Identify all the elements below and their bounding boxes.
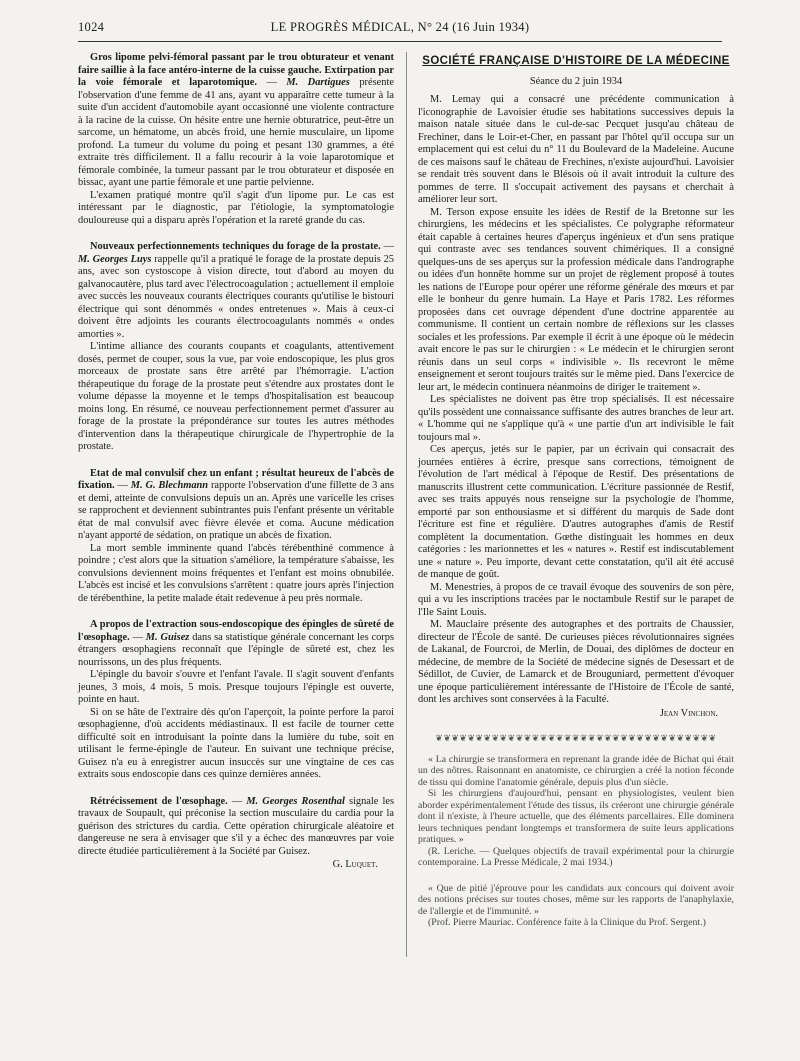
quote-text: Si les chirurgiens d'aujourd'hui, pensant en physiologistes, veulent bien aborder expérimentalement l'étude des tissus, ils créeront une chirurgie générale dont il n'existe, à l'heure actuelle, que des éléments parcellaires. Elle dominera leurs techniques pendant longtemps et transformera de suite leurs applications pratiques. » xyxy=(418,788,734,845)
left-column xyxy=(78,52,394,886)
article-retrecissement: Rétrécissement de l'œsophage. — M. Georges Rosenthal signale les travaux de Soupault, qui préconise la section musculaire du cardia pour la guérison des strictures du cardia. Cette opération chirurgicale aléatoire et dangereuse ne sera à envisager que s'il y a échec des manœuvres par voie directe étudiée particulièrement à la Société par Guisez. G. Luquet. xyxy=(78,795,394,870)
quote-text: « La chirurgie se transformera en reprenant la grande idée de Bichat qui était un des nôtres. Raisonnant en anatomiste, ce chirurgien a créé la notion féconde de tissu qui domine l'anatomie générale, depuis plus d'un siècle. xyxy=(418,753,734,788)
quote-mauriac xyxy=(418,883,734,929)
article-text: Si on se hâte de l'extraire dès qu'on l'aperçoit, la pointe perfore la paroi œsophagienne, d'où accidents médiastinaux. Il est facile de tourner cette difficulté soit en introduisant la pointe dans la lumière du tube, soit en utilisant le ferme-épingle de l'auteur. En suivant une technique précise, Guisez n'a eu à enregistrer aucun insuccès sur une vingtaine de ces cas extraits sous endoscopie dans ces quinze dernières années. xyxy=(78,706,394,780)
article-text: L'épingle du bavoir s'ouvre et l'enfant l'avale. Il s'agit souvent d'enfants jeunes, 3 mois, 4 mois, 5 mois. Presque toujours l'épingle est ouverte, pointe en haut. xyxy=(78,669,394,705)
article-title: A propos de l'extraction sous-endoscopique des épingles de sûreté de l'œsophage. xyxy=(78,619,394,643)
header-rule xyxy=(78,41,722,42)
seance-date: Séance du 2 juin 1934 xyxy=(529,75,623,87)
article-title: Etat de mal convulsif chez un enfant ; résultat heureux de l'abcès de fixation. xyxy=(78,467,394,491)
article-text: rapporte l'observation d'une fillette de 3 ans et demi, atteinte de convulsions depuis un an. Après une varicelle les crises se rapprochent et deviennent subintrantes puis l'enfant présente un véritable état de mal convulsif avec fièvre élevée et coma. Aucune médication n'ayant apporté de sédation, on pratique un abcès de fixation. xyxy=(78,480,394,541)
article-title: Rétrécissement de l'œsophage. xyxy=(90,795,228,807)
quote-source: (Prof. Pierre Mauriac. Conférence faite à la Clinique du Prof. Sergent.) xyxy=(428,917,706,928)
report-paragraph: M. Lemay qui a consacré une précédente communication à l'iconographie de Lavoisier étudie ses habitations successives depuis la maison natale située dans le cul-de-sac Pecquet jusqu'au château de Frechiner, dans le Loir-et-Cher, en passant par l'hôtel qu'il occupa sur un emplacement qui est celui du n° 11 du Boulevard de la Madeleine. Aucune de ces maisons sauf le château de Frechines, n'existe aujourd'hui. Lavoisier se rendait très souvent dans le Blésois où il avait introduit la culture des pommes de terre. Il s'occupait activement des paysans et cherchait à améliorer leur sort. xyxy=(418,94,734,205)
article-title: Gros lipome pelvi-fémoral passant par le trou obturateur et venant faire saillie à la face antéro-interne de la cuisse gauche. Extirpation par la voie fémorale et laparotomique. xyxy=(78,52,394,88)
column-divider xyxy=(406,52,407,957)
article-author: M. Georges Luys xyxy=(78,253,152,265)
article-text: rappelle qu'il a pratiqué le forage de la prostate depuis 25 ans, avec son cystoscope à vision directe, tout d'abord au moyen du galvanocautère, plus tard avec l'électrocoagulation ; actuellement il emploie avec succès les nouveaux courants électriques courants qu'utilise le bistouri électrique qui sont dénommés « ondes entretenues ». Mais à ceux-ci doivent être adjoints les courants électrocoagulants nommés « ondes amorties ». xyxy=(78,253,394,340)
article-text: L'intime alliance des courants coupants et coagulants, attentivement dosés, permet de couper, sous la vue, par voie endoscopique, les plus gros morceaux de prostate sans être arrêté par l'hémorragie. L'action thérapeutique du forage de la prostate peut s'étendre aux prostates dont le volume dépasse la moyenne et le temps d'hospitalisation est beaucoup moins long. En résumé, ce nouveau perfectionnement permet d'assurer au forage de la prostate la prépondérance sur toutes les autres méthodes d'intervention dans la thérapeutique chirurgicale de l'hypertrophie de la prostate. xyxy=(78,341,394,452)
article-lipome: Gros lipome pelvi-fémoral passant par le trou obturateur et venant faire saillie à la face antéro-interne de la cuisse gauche. Extirpation par la voie fémorale et laparotomique. — M. Dartigues présente l'observation d'une femme de 41 ans, ayant vu apparaître cette tumeur à la suite d'un accident d'automobile ayant occasionné une violente contracture à la racine de la cuisse. On hésite entre une hernie obturatrice, peut-être un sarcome, un hématome, un abcès froid, une hernie musculaire, un lipome profond. La tumeur du volume du poing et pesant 130 grammes, a été extraite très difficilement. Il a fallu recourir à la voie laparotomique et fémorale combinée, la tumeur passant par le trou obturateur et disposée en bissac, ayant une partie fémorale et une partie pelvienne. L'examen pratiqué montre qu'il s'agit d'un lipome pur. Le cas est intéressant par le diagnostic, par l'étiologie, la symptomatologie douloureuse qui a disparu après l'opération et la rareté grande du cas. xyxy=(78,52,394,226)
page-header xyxy=(78,20,722,40)
page-number: 1024 xyxy=(78,20,105,34)
article-convulsif: Etat de mal convulsif chez un enfant ; résultat heureux de l'abcès de fixation. — M. G. Blechmann rapporte l'observation d'une fillette de 3 ans et demi, atteinte de convulsions depuis un an. Après une varicelle les crises se rapprochent et deviennent subintrantes puis l'enfant présente un véritable état de mal convulsif avec fièvre élevée et coma. Aucune médication n'ayant apporté de sédation, on pratique un abcès de fixation. La mort semble imminente quand l'abcès térébenthiné commence à poindre ; c'est alors que la situation s'améliore, la température s'abaisse, les convulsions deviennent moins fréquentes et l'enfant est moins obnubilée. L'abcès est incisé et les convulsions s'arrêtent : quatre jours après l'injection de térébenthine, la petite malade était redevenue à peu près normale. xyxy=(78,467,394,604)
article-text: L'examen pratiqué montre qu'il s'agit d'un lipome pur. Le cas est intéressant par le diagnostic, par l'étiologie, la symptomatologie douloureuse qui a disparu après l'opération et la rareté grande du cas. xyxy=(78,189,394,226)
report-signature: Jean Vinchon. xyxy=(659,707,718,719)
article-author: M. Georges Rosenthal xyxy=(246,795,345,807)
quote-text: « Que de pitié j'éprouve pour les candidats aux concours qui doivent avoir des notions précises sur toutes choses, même sur les rapports de l'anaphylaxie, de l'allergie et de l'immunité. » xyxy=(418,882,734,917)
article-text: présente l'observation d'une femme de 41 ans, ayant vu apparaître cette tumeur à la suite d'un accident d'automobile ayant occasionné une violente contracture à la racine de la cuisse. On hésite entre une hernie obturatrice, peut-être un sarcome, un hématome, un abcès froid, une hernie musculaire, un lipome profond. La tumeur du volume du poing et pesant 130 grammes, a été extraite très difficilement. Il a fallu recourir à la voie laparotomique et fémorale combinée, la tumeur passant par le trou obturateur et disposée en bissac, ayant une partie fémorale et une partie pelvienne. xyxy=(78,77,394,188)
article-text: dans sa statistique générale concernant les corps étrangers œsophagiens reconnaît que l'épingle de sûreté est, chez les nourrissons, un des plus fréquents. xyxy=(78,631,394,668)
report-paragraph: Ces aperçus, jetés sur le papier, par un écrivain qui consacrait des journées entières à écrire, presque sans corrections, témoignent de l'évolution de l'art médical à l'époque de Restif. Des présentations de manuscrits illustrent cette communication. L'écriture passionnée de Restif, avec ses traits appuyés nous renseigne sur la psychologie de l'homme, emporté par son enthousiasme et si différent du marquis de Sade dont l'écriture est fine et régulière. D'autres autographes d'amis de Restif complètent la documentation. Gœthe distinguait les hommes en deux catégories : les marionnettes et les « natures ». Restif est indiscutablement une « nature ». Peu importe, devant cette constatation, qu'il ait été accusé de manque de goût. xyxy=(418,444,734,580)
article-signature: G. Luquet. xyxy=(332,859,378,870)
article-prostate: Nouveaux perfectionnements techniques du forage de la prostate. — M. Georges Luys rappelle qu'il a pratiqué le forage de la prostate depuis 25 ans, avec son cystoscope à vision directe, tout d'abord au moyen du galvanocautère, plus tard avec l'électrocoagulation ; actuellement il emploie avec succès les nouveaux courants électriques courants qu'utilise le bistouri électrique qui sont dénommés « ondes entretenues ». Mais à ceux-ci doivent être adjoints les courants électrocoagulants nommés « ondes amorties ». L'intime alliance des courants coupants et coagulants, attentivement dosés, permet de couper, sous la vue, par voie endoscopique, les plus gros morceaux de prostate sans être arrêté par l'hémorragie. L'action thérapeutique du forage de la prostate peut s'étendre aux prostates dont le volume dépasse la moyenne et le temps d'hospitalisation est beaucoup moins long. En résumé, ce nouveau perfectionnement permet d'assurer au forage de la prostate la prépondérance sur toutes les autres méthodes d'intervention dans la thérapeutique chirurgicale de l'hypertrophie de la prostate. xyxy=(78,241,394,452)
journal-title: LE PROGRÈS MÉDICAL, N° 24 (16 Juin 1934) xyxy=(270,20,530,34)
report-paragraph: M. Menestries, à propos de ce travail évoque des souvenirs de son père, qui a vu les inscriptions tracées par le noctambule Restif sur le parapet de l'Ile Saint Louis. xyxy=(418,581,734,618)
report-paragraph: M. Terson expose ensuite les idées de Restif de la Bretonne sur les chirurgiens, les médecins et les spécialistes. Ce polygraphe réformateur était capable à certaines heures d'aperçus ingénieux et d'un sens pratique qui contraste avec ses tendances souvent chimériques. Il a consigné quelques-uns de ses aperçus sur la profession médicale dans l'andrographe ou idées d'un honnête homme sur un projet de règlement proposé à toutes les nations de l'Europe pour opérer une réforme générale des mœurs et par elle le bonheur du genre humain. La Haye et Paris 1782. Les réformes proposées dans cet ouvrage dépendent d'une doctrine apparentée au communisme. Il contient un certain nombre de réflexions sur les classes sociales et les professions. Par exemple il écrit à une époque où le médecin avait encore le pas sur le chirurgien : « Le médecin et le chirurgien seront réunis dans un seul corps « indivisible ». Ils recevront le même enseignement et seront toujours traités sur le même pied. Dans l'exercice de leur art, le médecin continuera néanmoins de diriger le traitement ». xyxy=(418,206,734,393)
article-text: signale les travaux de Soupault, qui préconise la section musculaire du cardia pour la guérison des strictures du cardia. Cette opération chirurgicale aléatoire et dangereuse ne sera à envisager que s'il y a échec des manœuvres par voie directe étudiée particulièrement à la Société par Guisez. xyxy=(78,795,394,857)
report-paragraph: M. Mauclaire présente des autographes et des portraits de Chaussier, directeur de l'École de santé. De curieuses pièces révolutionnaires signées de Lakanal, de Fourcroi, de Merlin, de Douai, des diplômes de docteur en médecine, de membre de la Société de médecine signés de Desessart et de Sédillot, de Cuvier, de Lamarck et de Brouguniard, permettent d'évoquer une époque particulièrement intéressante de l'Histoire de l'École de santé, dont les archives sont conservées à la Faculté. xyxy=(418,619,734,705)
article-epingles: A propos de l'extraction sous-endoscopique des épingles de sûreté de l'œsophage. — M. Guisez dans sa statistique générale concernant les corps étrangers œsophagiens reconnaît que l'épingle de sûreté est, chez les nourrissons, un des plus fréquents. L'épingle du bavoir s'ouvre et l'enfant l'avale. Il s'agit souvent d'enfants jeunes, 3 mois, 4 mois, 5 mois. Presque toujours l'épingle est ouverte, pointe en haut. Si on se hâte de l'extraire dès qu'on l'aperçoit, la pointe perfore la paroi œsophagienne, d'où accidents médiastinaux. Il est facile de tourner cette difficulté soit en introduisant la pointe dans la lumière du tube, soit en utilisant le ferme-épingle de l'auteur. En suivant une technique précise, Guisez n'a eu à enregistrer aucun insuccès sur une vingtaine de ces cas extraits sous endoscopie dans ces quinze dernières années. xyxy=(78,619,394,780)
section-title: SOCIÉTÉ FRANÇAISE D'HISTOIRE DE LA MÉDECINE xyxy=(422,55,730,67)
ornament-divider: ❦❦❦❦❦❦❦❦❦❦❦❦❦❦❦❦❦❦❦❦❦❦❦❦❦❦❦❦❦❦❦❦❦❦❦ xyxy=(435,733,717,743)
quote-source: (R. Leriche. — Quelques objectifs de travail expérimental pour la chirurgie contemporaine. La Presse Médicale, 2 mai 1934.) xyxy=(418,845,734,868)
article-author: M. Guisez xyxy=(145,631,190,643)
article-title: Nouveaux perfectionnements techniques du forage de la prostate. xyxy=(90,241,381,252)
article-author: M. G. Blechmann xyxy=(130,480,209,491)
report-paragraph: Les spécialistes ne doivent pas être trop spécialisés. Il est nécessaire qu'ils possèdent une connaissance suffisante des autres branches de leur art. « L'homme qui ne s'applique qu'à « une partie d'un art indivisible le fait toujours mal ». xyxy=(418,394,734,443)
right-column xyxy=(418,55,734,929)
article-author: M. Dartigues xyxy=(286,77,350,88)
article-text: La mort semble imminente quand l'abcès térébenthiné commence à poindre ; c'est alors que la situation s'améliore, la température s'abaisse, les convulsions deviennent moins fréquentes et l'enfant est moins obnubilée. L'abcès est incisé et les convulsions s'arrêtent : quatre jours après l'injection de térébenthine, la petite malade était redevenue à peu près normale. xyxy=(78,542,394,604)
quote-leriche xyxy=(418,754,734,869)
